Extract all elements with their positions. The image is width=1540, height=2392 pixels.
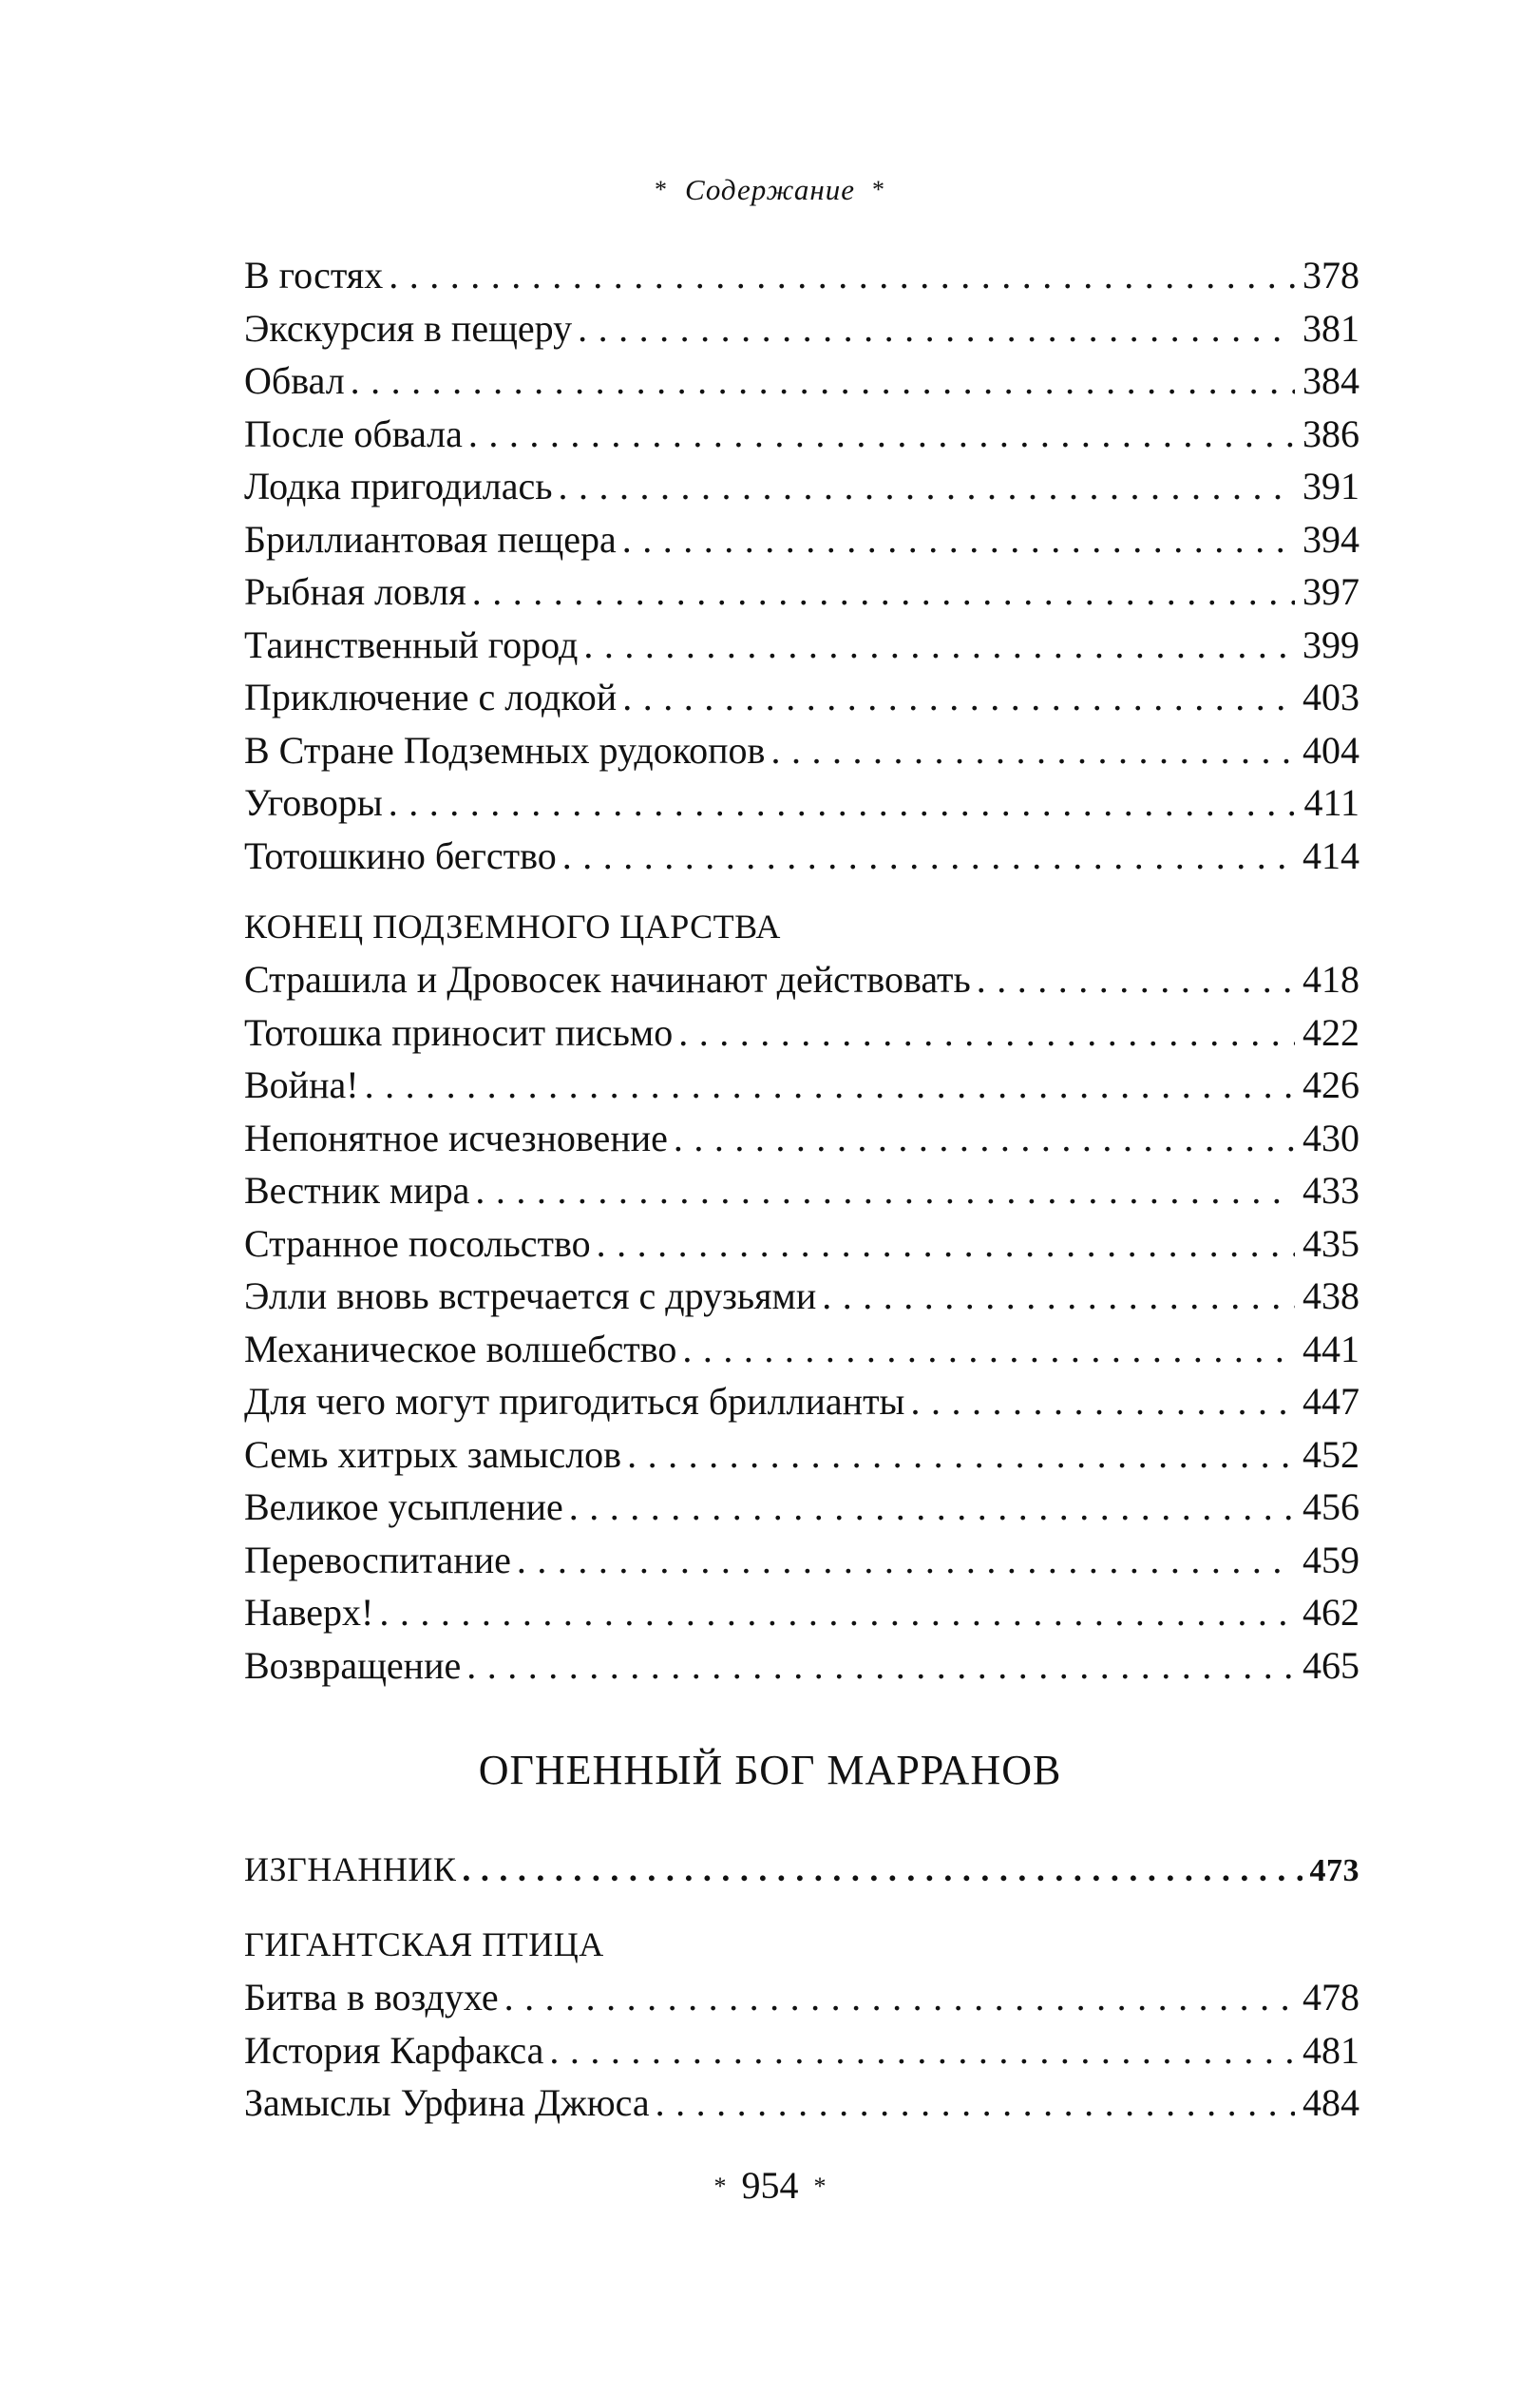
toc-entry xyxy=(244,619,1359,672)
toc-entry-title: Возвращение xyxy=(244,1643,462,1687)
toc-entry-page: 394 xyxy=(1302,517,1359,561)
toc-entry-title: Уговоры xyxy=(244,781,383,824)
toc-entry xyxy=(244,1375,1359,1428)
toc-entry-page: 459 xyxy=(1302,1538,1359,1581)
leader-dots xyxy=(351,354,1295,408)
toc-entry-title: Страшила и Дровосек начинают действовать xyxy=(244,958,971,1001)
toc-entry-title: Странное посольство xyxy=(244,1221,591,1265)
leader-dots xyxy=(770,724,1295,777)
toc-entry-page: 386 xyxy=(1302,411,1359,455)
toc-entry-title: Рыбная ловля xyxy=(244,570,466,613)
toc-block-4 xyxy=(244,1918,1359,2130)
section-heading: ГИГАНТСКАЯ ПТИЦА xyxy=(244,1925,604,1963)
leader-dots xyxy=(597,1217,1295,1271)
toc-entry-title: В гостях xyxy=(244,254,384,297)
toc-entry-title: Приключение с лодкой xyxy=(244,676,618,718)
toc-block-2 xyxy=(244,900,1359,1692)
star-ornament-right: * xyxy=(813,2172,827,2200)
leader-dots xyxy=(678,1006,1295,1060)
toc-entry-title: В Стране Подземных рудокопов xyxy=(244,728,766,772)
toc-entry xyxy=(244,2024,1359,2077)
leader-dots xyxy=(569,1481,1295,1534)
toc-entry-title: Тотошкино бегство xyxy=(244,833,557,877)
toc-entry-title: Обвал xyxy=(244,359,345,402)
toc-entry-page: 418 xyxy=(1302,958,1359,1001)
toc-entry xyxy=(244,302,1359,355)
toc-entry xyxy=(244,1639,1359,1693)
leader-dots xyxy=(627,1428,1295,1482)
running-head-text: Содержание xyxy=(684,173,856,206)
leader-dots xyxy=(562,830,1295,883)
toc-entry-title: Великое усыпление xyxy=(244,1485,563,1528)
toc-entry-title: Война! xyxy=(244,1063,359,1106)
star-ornament-right: * xyxy=(872,176,886,203)
toc-entry-page: 430 xyxy=(1302,1116,1359,1159)
star-ornament-left: * xyxy=(654,176,668,203)
toc-entry xyxy=(244,354,1359,408)
leader-dots xyxy=(674,1112,1295,1165)
toc-entry-page: 484 xyxy=(1302,2081,1359,2124)
toc-entry-page: 473 xyxy=(1309,1853,1359,1888)
leader-dots xyxy=(517,1534,1295,1587)
leader-dots xyxy=(822,1270,1295,1323)
toc-entry xyxy=(244,460,1359,513)
part-title: ОГНЕННЫЙ БОГ МАРРАНОВ xyxy=(478,1747,1062,1793)
leader-dots xyxy=(475,1164,1295,1217)
toc-entry xyxy=(244,1164,1359,1217)
toc-entry xyxy=(244,1112,1359,1165)
toc-entry-title: Битва в воздухе xyxy=(244,1976,499,2019)
toc-entry-title: Тотошка приносит письмо xyxy=(244,1010,674,1054)
leader-dots xyxy=(365,1059,1295,1112)
toc-entry-page: 381 xyxy=(1302,306,1359,350)
toc-entry-section xyxy=(244,1844,1359,1897)
leader-dots xyxy=(379,1586,1295,1639)
toc-entry-page: 399 xyxy=(1302,622,1359,666)
toc-entry-title: Замыслы Урфина Джюса xyxy=(244,2081,650,2124)
page-number-text: 954 xyxy=(741,2164,799,2207)
toc-entry xyxy=(244,1586,1359,1639)
toc-entry-title: Бриллиантовая пещера xyxy=(244,517,617,561)
leader-dots xyxy=(472,565,1295,619)
leader-dots xyxy=(558,460,1295,513)
toc-entry-title: Наверх! xyxy=(244,1591,374,1634)
toc-entry xyxy=(244,1481,1359,1534)
toc-entry xyxy=(244,671,1359,724)
page-number xyxy=(0,2162,1540,2210)
star-ornament-left: * xyxy=(713,2172,727,2200)
toc-entry-page: 456 xyxy=(1302,1485,1359,1528)
toc-block-3 xyxy=(244,1844,1359,1897)
section-heading: КОНЕЦ ПОДЗЕМНОГО ЦАРСТВА xyxy=(244,908,781,946)
toc-entry-title: ИЗГНАННИК xyxy=(244,1850,457,1888)
toc-entry-page: 378 xyxy=(1302,254,1359,297)
toc-entry-page: 404 xyxy=(1302,728,1359,772)
toc-entry xyxy=(244,1971,1359,2024)
leader-dots xyxy=(910,1375,1295,1428)
toc-entry-page: 478 xyxy=(1302,1976,1359,2019)
toc-entry-title: Таинственный город xyxy=(244,622,579,666)
toc-entry-title: Вестник мира xyxy=(244,1169,470,1212)
toc-entry-page: 426 xyxy=(1302,1063,1359,1106)
toc-entry xyxy=(244,953,1359,1006)
leader-dots xyxy=(389,776,1297,830)
toc-entry xyxy=(244,1217,1359,1271)
toc-entry xyxy=(244,1059,1359,1112)
toc-entry-page: 403 xyxy=(1302,676,1359,718)
toc-entry-title: После обвала xyxy=(244,411,463,455)
toc-entry-page: 452 xyxy=(1302,1432,1359,1476)
toc-entry-page: 481 xyxy=(1302,2028,1359,2072)
leader-dots xyxy=(549,2024,1295,2077)
toc-entry-title: Непонятное исчезновение xyxy=(244,1116,668,1159)
toc-entry xyxy=(244,249,1359,302)
toc-entry xyxy=(244,565,1359,619)
leader-dots xyxy=(504,1971,1295,2024)
toc-entry-title: Элли вновь встречается с друзьями xyxy=(244,1274,817,1317)
running-head xyxy=(0,171,1540,209)
toc-entry-page: 462 xyxy=(1302,1591,1359,1634)
toc-entry-page: 411 xyxy=(1303,781,1359,824)
toc-entry xyxy=(244,776,1359,830)
toc-entry xyxy=(244,1006,1359,1060)
toc-entry-page: 397 xyxy=(1302,570,1359,613)
leader-dots xyxy=(583,619,1295,672)
leader-dots xyxy=(682,1323,1295,1376)
toc-entry-page: 447 xyxy=(1302,1380,1359,1423)
toc-entry-title: Механическое волшебство xyxy=(244,1327,677,1370)
toc-entry-title: История Карфакса xyxy=(244,2028,544,2072)
toc-entry xyxy=(244,724,1359,777)
toc-entry-page: 422 xyxy=(1302,1010,1359,1054)
toc-entry xyxy=(244,2076,1359,2130)
toc-entry xyxy=(244,408,1359,461)
leader-dots xyxy=(466,1639,1295,1693)
toc-entry xyxy=(244,1534,1359,1587)
toc-entry xyxy=(244,513,1359,566)
toc-entry-page: 391 xyxy=(1302,465,1359,507)
toc-entry-title: Лодка пригодилась xyxy=(244,465,553,507)
leader-dots xyxy=(578,302,1295,355)
leader-dots xyxy=(622,513,1295,566)
leader-dots xyxy=(977,953,1295,1006)
toc-entry-title: Экскурсия в пещеру xyxy=(244,306,573,350)
toc-entry-title: Перевоспитание xyxy=(244,1538,511,1581)
toc-entry xyxy=(244,830,1359,883)
leader-dots xyxy=(468,408,1295,461)
leader-dots xyxy=(462,1844,1302,1897)
toc-entry-title: Семь хитрых замыслов xyxy=(244,1432,622,1476)
leader-dots xyxy=(622,671,1295,724)
leader-dots xyxy=(656,2076,1295,2130)
toc-entry-page: 441 xyxy=(1302,1327,1359,1370)
toc-entry-page: 435 xyxy=(1302,1221,1359,1265)
toc-block-1 xyxy=(244,249,1359,882)
toc-entry xyxy=(244,1323,1359,1376)
toc-entry-page: 414 xyxy=(1302,833,1359,877)
toc-entry-page: 433 xyxy=(1302,1169,1359,1212)
toc-entry xyxy=(244,1270,1359,1323)
toc-entry-page: 438 xyxy=(1302,1274,1359,1317)
toc-entry-title: Для чего могут пригодиться бриллианты xyxy=(244,1380,905,1423)
toc-entry xyxy=(244,1428,1359,1482)
toc-entry-page: 465 xyxy=(1302,1643,1359,1687)
leader-dots xyxy=(389,249,1295,302)
toc-entry-page: 384 xyxy=(1302,359,1359,402)
